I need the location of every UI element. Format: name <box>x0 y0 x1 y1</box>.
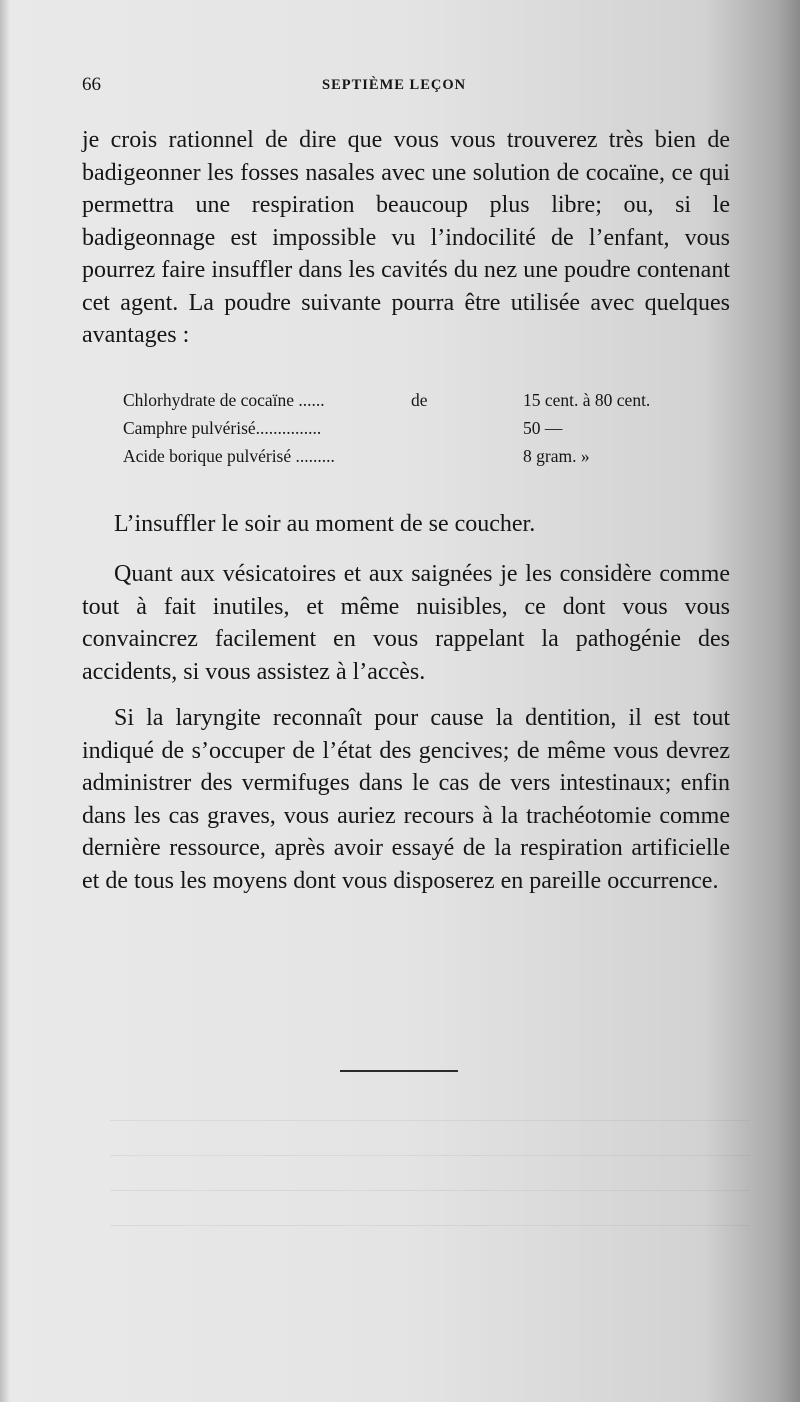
running-head <box>82 74 732 100</box>
page-number: 66 <box>82 74 101 95</box>
paragraph-1: je crois rationnel de dire que vous vous trouverez très bien de badigeonner les fosses nasales avec une solution de cocaïne, ce qui permettra une respiration beaucoup plus libre; ou, si le badigeonnage est impossible vu l’indocilité de l’enfant, vous pourrez faire insuffler dans les cavités du nez une poudre contenant cet agent. La poudre suivante pourra être utilisée avec quelques avantages : <box>82 127 730 348</box>
bleed-through-line <box>110 1225 750 1226</box>
end-rule <box>340 1070 458 1072</box>
paragraph-3: Quant aux vésicatoires et aux saignées je les considère comme tout à fait inutiles, et même nuisibles, ce dont vous vous convaincrez facilement en vous rappelant la pathogénie des accidents, si vous assistez à l’accès. <box>82 561 730 685</box>
recipe-row <box>123 414 743 442</box>
recipe-ingredient: Camphre pulvérisé............... <box>123 418 322 438</box>
recipe-ingredient: Chlorhydrate de cocaïne ...... <box>123 390 325 410</box>
recipe-list <box>123 386 743 470</box>
chapter-title: SEPTIÈME LEÇON <box>322 77 467 93</box>
recipe-row <box>123 386 743 414</box>
recipe-amount: 8 gram. » <box>523 446 590 466</box>
bleed-through-line <box>110 1155 750 1156</box>
bleed-through-line <box>110 1120 750 1121</box>
recipe-row <box>123 442 743 470</box>
recipe-preposition: de <box>411 390 428 410</box>
recipe-ingredient: Acide borique pulvérisé ......... <box>123 446 335 466</box>
paragraph-4: Si la laryngite reconnaît pour cause la dentition, il est tout indiqué de s’occuper de l’état des gencives; de même vous devrez administrer des vermifuges dans le cas de vers intestinaux; enfin dans les cas graves, vous auriez recours à la trachéotomie comme dernière ressource, après avoir essayé de la respiration artificielle et de tous les moyens dont vous disposerez en pareille occurrence. <box>82 705 730 894</box>
recipe-amount: 15 cent. à 80 cent. <box>523 390 651 410</box>
paragraph-2: L’insuffler le soir au moment de se coucher. <box>114 511 536 537</box>
recipe-amount: 50 — <box>523 418 563 438</box>
bleed-through-line <box>110 1190 750 1191</box>
